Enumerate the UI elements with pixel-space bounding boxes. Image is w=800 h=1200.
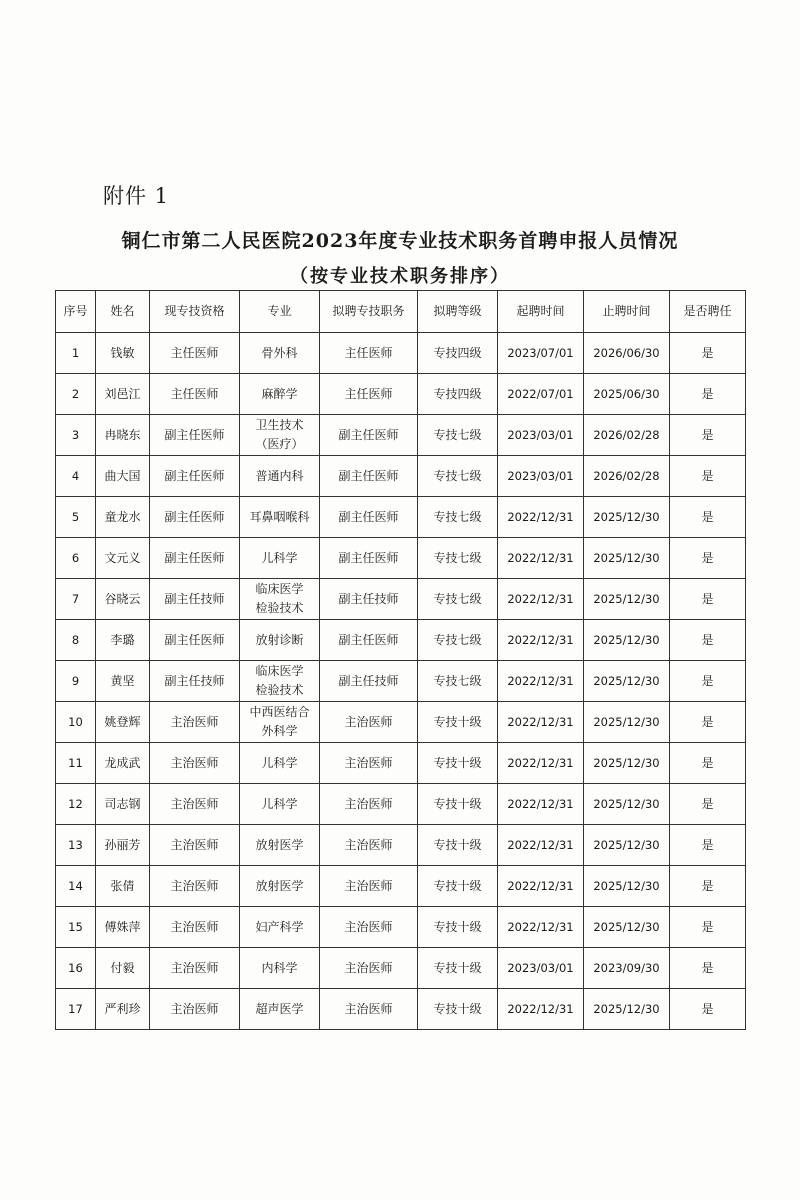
table-row: [56, 374, 746, 415]
specialty-line: 放射诊断: [255, 632, 304, 647]
cell-specialty: [240, 661, 320, 702]
table-row: [56, 620, 746, 661]
cell-specialty: [240, 784, 320, 825]
cell-proposed-position: 副主任医师: [320, 415, 418, 456]
cell-name: 付毅: [96, 948, 150, 989]
cell-index: 15: [56, 907, 96, 948]
cell-proposed-grade: 专技七级: [418, 415, 498, 456]
table-row: [56, 538, 746, 579]
cell-end-date: 2025/12/30: [584, 866, 670, 907]
specialty-line: 儿科学: [261, 796, 298, 811]
cell-current-qualification: 主治医师: [150, 948, 240, 989]
cell-proposed-position: 副主任医师: [320, 456, 418, 497]
cell-start-date: 2022/12/31: [498, 907, 584, 948]
cell-appointed: 是: [670, 702, 746, 743]
specialty-line: 耳鼻咽喉科: [249, 509, 310, 524]
header-end-date: 止聘时间: [584, 291, 670, 333]
cell-specialty: [240, 497, 320, 538]
cell-current-qualification: 副主任技师: [150, 661, 240, 702]
header-appointed: 是否聘任: [670, 291, 746, 333]
cell-proposed-position: 副主任技师: [320, 579, 418, 620]
cell-proposed-position: 主治医师: [320, 907, 418, 948]
cell-index: 13: [56, 825, 96, 866]
table-row: [56, 661, 746, 702]
cell-start-date: 2022/12/31: [498, 989, 584, 1030]
cell-index: 8: [56, 620, 96, 661]
cell-proposed-position: 主任医师: [320, 374, 418, 415]
cell-specialty: [240, 702, 320, 743]
table-row: [56, 784, 746, 825]
header-name: 姓名: [96, 291, 150, 333]
cell-name: 钱敏: [96, 333, 150, 374]
cell-start-date: 2022/12/31: [498, 784, 584, 825]
cell-appointed: 是: [670, 784, 746, 825]
cell-start-date: 2022/12/31: [498, 661, 584, 702]
cell-name: 傅姝萍: [96, 907, 150, 948]
cell-appointed: 是: [670, 333, 746, 374]
cell-appointed: 是: [670, 374, 746, 415]
cell-end-date: 2025/12/30: [584, 784, 670, 825]
cell-proposed-grade: 专技七级: [418, 497, 498, 538]
cell-name: 司志钢: [96, 784, 150, 825]
cell-index: 2: [56, 374, 96, 415]
cell-proposed-grade: 专技十级: [418, 948, 498, 989]
cell-proposed-position: 副主任技师: [320, 661, 418, 702]
cell-name: 曲大国: [96, 456, 150, 497]
cell-specialty: [240, 333, 320, 374]
cell-end-date: 2025/12/30: [584, 620, 670, 661]
cell-proposed-grade: 专技十级: [418, 702, 498, 743]
specialty-line: 临床医学: [255, 582, 304, 596]
cell-current-qualification: 主治医师: [150, 866, 240, 907]
cell-proposed-grade: 专技七级: [418, 661, 498, 702]
specialty-line: 外科学: [261, 724, 298, 738]
cell-end-date: 2026/02/28: [584, 456, 670, 497]
attachment-label: 附件 1: [103, 184, 170, 208]
cell-index: 3: [56, 415, 96, 456]
cell-proposed-grade: 专技四级: [418, 374, 498, 415]
specialty-line: （医疗）: [255, 437, 304, 451]
cell-name: 严利珍: [96, 989, 150, 1030]
cell-end-date: 2025/12/30: [584, 579, 670, 620]
specialty-line: 儿科学: [261, 550, 298, 565]
cell-name: 文元义: [96, 538, 150, 579]
cell-specialty: [240, 825, 320, 866]
cell-current-qualification: 副主任医师: [150, 497, 240, 538]
specialty-line: 卫生技术: [255, 418, 304, 432]
cell-proposed-grade: 专技十级: [418, 825, 498, 866]
cell-proposed-grade: 专技七级: [418, 538, 498, 579]
cell-appointed: 是: [670, 907, 746, 948]
cell-current-qualification: 副主任医师: [150, 456, 240, 497]
cell-specialty: [240, 743, 320, 784]
table-row: [56, 456, 746, 497]
cell-start-date: 2023/07/01: [498, 333, 584, 374]
cell-specialty: [240, 374, 320, 415]
cell-appointed: 是: [670, 579, 746, 620]
cell-index: 17: [56, 989, 96, 1030]
cell-current-qualification: 主治医师: [150, 989, 240, 1030]
cell-specialty: [240, 538, 320, 579]
table-row: [56, 702, 746, 743]
table-row: [56, 866, 746, 907]
cell-end-date: 2026/06/30: [584, 333, 670, 374]
cell-start-date: 2022/12/31: [498, 620, 584, 661]
cell-end-date: 2026/02/28: [584, 415, 670, 456]
cell-end-date: 2025/12/30: [584, 989, 670, 1030]
cell-name: 孙丽芳: [96, 825, 150, 866]
cell-appointed: 是: [670, 538, 746, 579]
cell-specialty: [240, 415, 320, 456]
cell-proposed-position: 主治医师: [320, 702, 418, 743]
cell-proposed-position: 主治医师: [320, 866, 418, 907]
cell-appointed: 是: [670, 497, 746, 538]
table-row: [56, 743, 746, 784]
cell-appointed: 是: [670, 456, 746, 497]
cell-proposed-position: 主治医师: [320, 825, 418, 866]
cell-current-qualification: 主治医师: [150, 784, 240, 825]
cell-current-qualification: 主治医师: [150, 702, 240, 743]
cell-start-date: 2022/12/31: [498, 538, 584, 579]
specialty-line: 检验技术: [255, 601, 304, 615]
cell-current-qualification: 主治医师: [150, 743, 240, 784]
specialty-line: 妇产科学: [255, 919, 304, 934]
cell-proposed-position: 副主任医师: [320, 620, 418, 661]
cell-index: 1: [56, 333, 96, 374]
specialty-line: 放射医学: [255, 837, 304, 852]
cell-proposed-position: 主治医师: [320, 948, 418, 989]
table-row: [56, 907, 746, 948]
cell-appointed: 是: [670, 661, 746, 702]
table-header-row: [56, 291, 746, 333]
cell-start-date: 2022/12/31: [498, 825, 584, 866]
cell-name: 冉晓东: [96, 415, 150, 456]
cell-appointed: 是: [670, 743, 746, 784]
cell-end-date: 2025/12/30: [584, 743, 670, 784]
specialty-line: 超声医学: [255, 1001, 304, 1016]
cell-index: 16: [56, 948, 96, 989]
table-row: [56, 333, 746, 374]
cell-end-date: 2025/12/30: [584, 538, 670, 579]
cell-specialty: [240, 907, 320, 948]
table-row: [56, 948, 746, 989]
cell-end-date: 2025/06/30: [584, 374, 670, 415]
cell-name: 姚登辉: [96, 702, 150, 743]
cell-index: 11: [56, 743, 96, 784]
cell-specialty: [240, 456, 320, 497]
cell-specialty: [240, 948, 320, 989]
cell-start-date: 2022/12/31: [498, 497, 584, 538]
cell-index: 5: [56, 497, 96, 538]
specialty-line: 检验技术: [255, 683, 304, 697]
cell-start-date: 2022/12/31: [498, 702, 584, 743]
cell-proposed-grade: 专技十级: [418, 989, 498, 1030]
specialty-line: 骨外科: [261, 345, 298, 360]
cell-proposed-grade: 专技七级: [418, 620, 498, 661]
specialty-line: 中西医结合: [249, 705, 310, 719]
cell-index: 12: [56, 784, 96, 825]
table-row: [56, 415, 746, 456]
cell-proposed-position: 副主任医师: [320, 497, 418, 538]
cell-end-date: 2025/12/30: [584, 497, 670, 538]
cell-start-date: 2022/07/01: [498, 374, 584, 415]
cell-proposed-grade: 专技十级: [418, 866, 498, 907]
cell-name: 黄坚: [96, 661, 150, 702]
cell-current-qualification: 副主任医师: [150, 415, 240, 456]
cell-proposed-grade: 专技十级: [418, 907, 498, 948]
cell-specialty: [240, 579, 320, 620]
cell-start-date: 2022/12/31: [498, 579, 584, 620]
table-body: [56, 333, 746, 1030]
cell-name: 张倩: [96, 866, 150, 907]
cell-proposed-grade: 专技十级: [418, 784, 498, 825]
cell-proposed-position: 副主任医师: [320, 538, 418, 579]
cell-start-date: 2022/12/31: [498, 743, 584, 784]
cell-current-qualification: 主任医师: [150, 374, 240, 415]
cell-current-qualification: 主治医师: [150, 825, 240, 866]
cell-name: 童龙水: [96, 497, 150, 538]
cell-current-qualification: 主任医师: [150, 333, 240, 374]
cell-name: 谷晓云: [96, 579, 150, 620]
cell-start-date: 2023/03/01: [498, 948, 584, 989]
table-row: [56, 579, 746, 620]
personnel-table: [55, 290, 746, 1030]
cell-name: 刘邑江: [96, 374, 150, 415]
cell-proposed-grade: 专技十级: [418, 743, 498, 784]
table-row: [56, 989, 746, 1030]
cell-specialty: [240, 989, 320, 1030]
header-index: 序号: [56, 291, 96, 333]
cell-proposed-position: 主任医师: [320, 333, 418, 374]
cell-index: 4: [56, 456, 96, 497]
cell-proposed-grade: 专技七级: [418, 579, 498, 620]
cell-appointed: 是: [670, 989, 746, 1030]
specialty-line: 内科学: [261, 960, 298, 975]
specialty-line: 麻醉学: [261, 386, 298, 401]
header-specialty: 专业: [240, 291, 320, 333]
specialty-line: 临床医学: [255, 664, 304, 678]
cell-appointed: 是: [670, 620, 746, 661]
cell-proposed-position: 主治医师: [320, 989, 418, 1030]
cell-end-date: 2023/09/30: [584, 948, 670, 989]
cell-proposed-position: 主治医师: [320, 743, 418, 784]
table-row: [56, 825, 746, 866]
cell-appointed: 是: [670, 948, 746, 989]
cell-specialty: [240, 620, 320, 661]
cell-name: 李璐: [96, 620, 150, 661]
specialty-line: 儿科学: [261, 755, 298, 770]
cell-index: 10: [56, 702, 96, 743]
cell-appointed: 是: [670, 415, 746, 456]
cell-current-qualification: 副主任技师: [150, 579, 240, 620]
cell-index: 7: [56, 579, 96, 620]
cell-specialty: [240, 866, 320, 907]
cell-current-qualification: 副主任医师: [150, 620, 240, 661]
specialty-line: 放射医学: [255, 878, 304, 893]
cell-start-date: 2023/03/01: [498, 456, 584, 497]
document-title: 铜仁市第二人民医院2023年度专业技术职务首聘申报人员情况: [121, 230, 679, 252]
header-proposed-position: 拟聘专技职务: [320, 291, 418, 333]
cell-index: 14: [56, 866, 96, 907]
header-proposed-grade: 拟聘等级: [418, 291, 498, 333]
cell-end-date: 2025/12/30: [584, 661, 670, 702]
cell-appointed: 是: [670, 825, 746, 866]
table-row: [56, 497, 746, 538]
cell-start-date: 2023/03/01: [498, 415, 584, 456]
cell-name: 龙成武: [96, 743, 150, 784]
cell-end-date: 2025/12/30: [584, 825, 670, 866]
cell-end-date: 2025/12/30: [584, 702, 670, 743]
cell-proposed-position: 主治医师: [320, 784, 418, 825]
cell-current-qualification: 主治医师: [150, 907, 240, 948]
cell-proposed-grade: 专技七级: [418, 456, 498, 497]
cell-index: 9: [56, 661, 96, 702]
header-current-qualification: 现专技资格: [150, 291, 240, 333]
cell-end-date: 2025/12/30: [584, 907, 670, 948]
header-start-date: 起聘时间: [498, 291, 584, 333]
specialty-line: 普通内科: [255, 468, 304, 483]
cell-index: 6: [56, 538, 96, 579]
cell-current-qualification: 副主任医师: [150, 538, 240, 579]
document-subtitle: （按专业技术职务排序）: [290, 266, 510, 287]
cell-appointed: 是: [670, 866, 746, 907]
cell-proposed-grade: 专技四级: [418, 333, 498, 374]
cell-start-date: 2022/12/31: [498, 866, 584, 907]
